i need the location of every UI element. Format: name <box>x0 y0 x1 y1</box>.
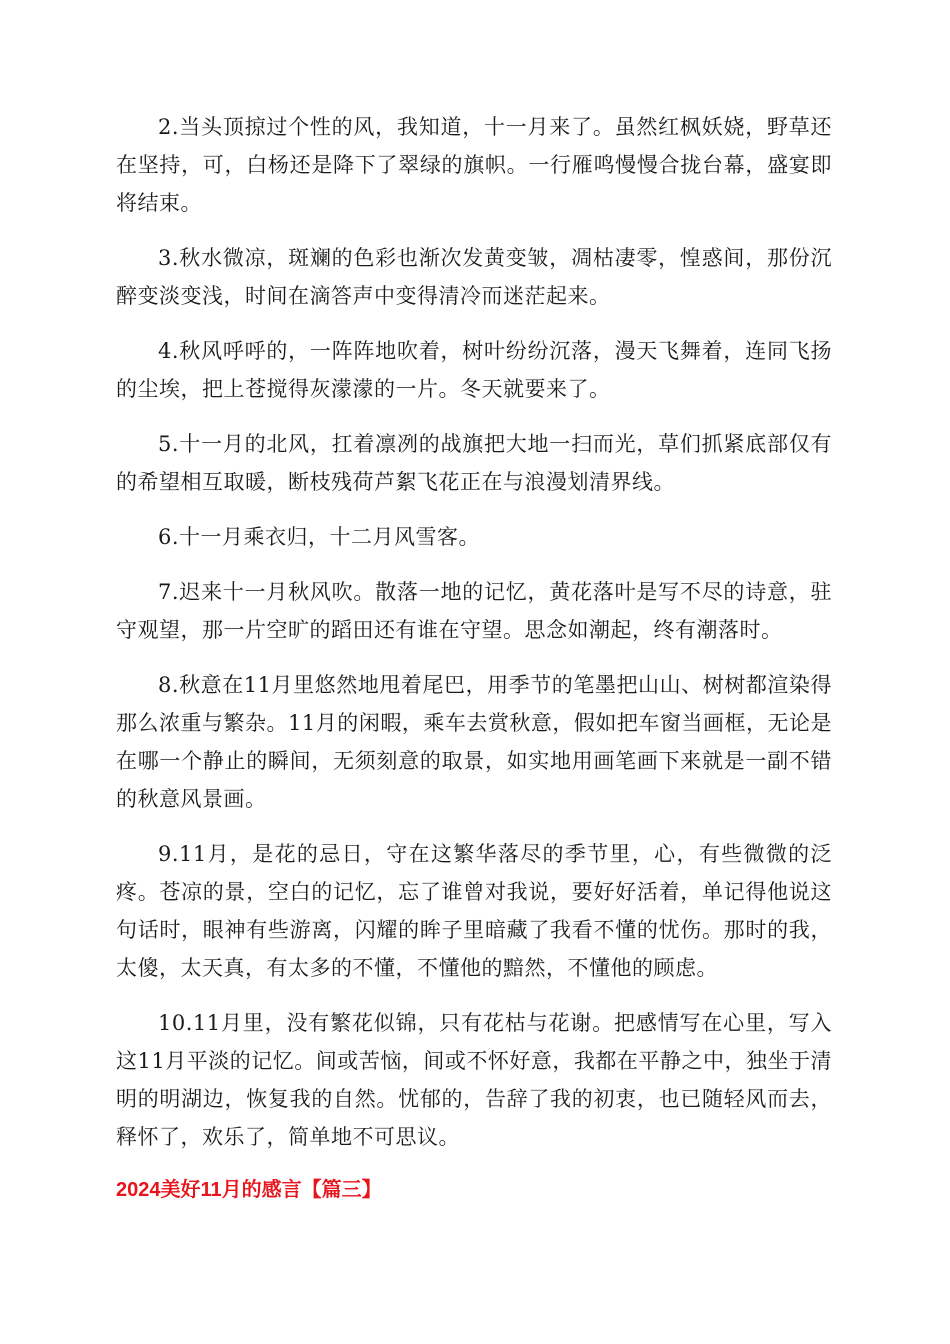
paragraph-4: 4.秋风呼呼的，一阵阵地吹着，树叶纷纷沉落，漫天飞舞着，连同飞扬的尘埃，把上苍搅得灰濛濛的一片。冬天就要来了。 <box>116 339 832 401</box>
section-heading: 2024美好11月的感言【篇三】 <box>116 1179 382 1201</box>
paragraph-7: 7.迟来十一月秋风吹。散落一地的记忆，黄花落叶是写不尽的诗意，驻守观望，那一片空旷的蹈田还有谁在守望。思念如潮起，终有潮落时。 <box>116 580 832 642</box>
paragraph-10: 10.11月里，没有繁花似锦，只有花枯与花谢。把感情写在心里，写入这11月平淡的记忆。间或苦恼，间或不怀好意，我都在平静之中，独坐于清明的明湖边，恢复我的自然。忧郁的，告辞了我的初衷，也已随轻风而去，释怀了，欢乐了，简单地不可思议。 <box>116 1011 832 1149</box>
paragraph-6: 6.十一月乘衣归，十二月风雪客。 <box>158 525 481 549</box>
paragraph-8: 8.秋意在11月里悠然地甩着尾巴，用季节的笔墨把山山、树树都渲染得那么浓重与繁杂。11月的闲暇，乘车去赏秋意，假如把车窗当画框，无论是在哪一个静止的瞬间，无须刻意的取景，如实地用画笔画下来就是一副不错的秋意风景画。 <box>116 673 832 811</box>
paragraph-3: 3.秋水微凉，斑斓的色彩也渐次发黄变皱，凋枯凄零，惶惑间，那份沉醉变淡变浅，时间在滴答声中变得清冷而迷茫起来。 <box>116 246 832 308</box>
paragraph-9: 9.11月，是花的忌日，守在这繁华落尽的季节里，心，有些微微的泛疼。苍凉的景，空白的记忆，忘了谁曾对我说，要好好活着，单记得他说这句话时，眼神有些游离，闪耀的眸子里暗藏了我看不懂的忧伤。那时的我，太傻，太天真，有太多的不懂，不懂他的黯然，不懂他的顾虑。 <box>116 842 832 980</box>
paragraph-5: 5.十一月的北风，扛着凛冽的战旗把大地一扫而光，草们抓紧底部仅有的希望相互取暖，断枝残荷芦絮飞花正在与浪漫划清界线。 <box>116 432 832 494</box>
document-body <box>116 108 832 1207</box>
paragraph-2: 2.当头顶掠过个性的风，我知道，十一月来了。虽然红枫妖娆，野草还在坚持，可，白杨还是降下了翠绿的旗帜。一行雁鸣慢慢合拢台幕，盛宴即将结束。 <box>116 115 832 215</box>
